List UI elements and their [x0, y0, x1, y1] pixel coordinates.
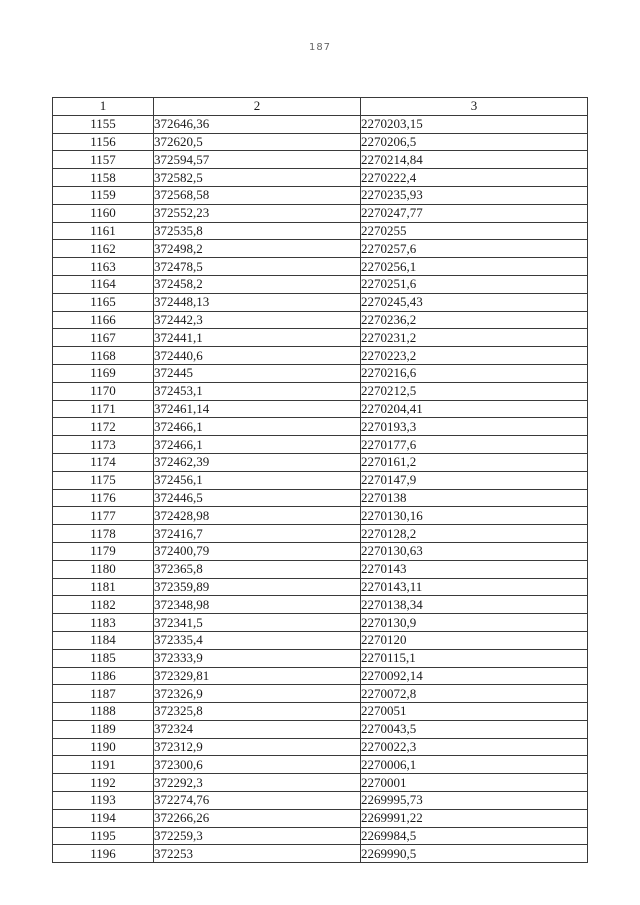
table-row — [53, 293, 588, 311]
point-number-cell: 1159 — [53, 186, 154, 204]
point-number-cell: 1163 — [53, 258, 154, 276]
table-row — [53, 525, 588, 543]
point-number-cell: 1171 — [53, 400, 154, 418]
x-coordinate-cell: 372594,57 — [154, 151, 361, 169]
point-number-cell: 1167 — [53, 329, 154, 347]
table-row — [53, 774, 588, 792]
table-row — [53, 720, 588, 738]
point-number-cell: 1185 — [53, 649, 154, 667]
point-number-cell: 1169 — [53, 364, 154, 382]
y-coordinate-cell: 2270138,34 — [361, 596, 588, 614]
point-number-cell: 1183 — [53, 614, 154, 632]
x-coordinate-cell: 372466,1 — [154, 418, 361, 436]
point-number-cell: 1155 — [53, 115, 154, 133]
x-coordinate-cell: 372535,8 — [154, 222, 361, 240]
point-number-cell: 1193 — [53, 792, 154, 810]
table-row — [53, 418, 588, 436]
table-row — [53, 258, 588, 276]
table-row — [53, 756, 588, 774]
point-number-cell: 1168 — [53, 347, 154, 365]
y-coordinate-cell: 2270128,2 — [361, 525, 588, 543]
x-coordinate-cell: 372620,5 — [154, 133, 361, 151]
table-row — [53, 649, 588, 667]
table-row — [53, 400, 588, 418]
y-coordinate-cell: 2270214,84 — [361, 151, 588, 169]
point-number-cell: 1190 — [53, 738, 154, 756]
x-coordinate-cell: 372461,14 — [154, 400, 361, 418]
y-coordinate-cell: 2269990,5 — [361, 845, 588, 863]
point-number-cell: 1179 — [53, 542, 154, 560]
y-coordinate-cell: 2270130,63 — [361, 542, 588, 560]
x-coordinate-cell: 372445 — [154, 364, 361, 382]
table-row — [53, 507, 588, 525]
y-coordinate-cell: 2270143,11 — [361, 578, 588, 596]
table-row — [53, 222, 588, 240]
point-number-cell: 1195 — [53, 827, 154, 845]
x-coordinate-cell: 372365,8 — [154, 560, 361, 578]
table-row — [53, 240, 588, 258]
y-coordinate-cell: 2270203,15 — [361, 115, 588, 133]
table-row — [53, 133, 588, 151]
table-row — [53, 809, 588, 827]
x-coordinate-cell: 372582,5 — [154, 169, 361, 187]
y-coordinate-cell: 2270006,1 — [361, 756, 588, 774]
point-number-cell: 1162 — [53, 240, 154, 258]
x-coordinate-cell: 372329,81 — [154, 667, 361, 685]
point-number-cell: 1192 — [53, 774, 154, 792]
x-coordinate-cell: 372324 — [154, 720, 361, 738]
table-row — [53, 186, 588, 204]
x-coordinate-cell: 372274,76 — [154, 792, 361, 810]
table-row — [53, 738, 588, 756]
x-coordinate-cell: 372348,98 — [154, 596, 361, 614]
table-row — [53, 845, 588, 863]
x-coordinate-cell: 372441,1 — [154, 329, 361, 347]
x-coordinate-cell: 372456,1 — [154, 471, 361, 489]
point-number-cell: 1165 — [53, 293, 154, 311]
y-coordinate-cell: 2270130,16 — [361, 507, 588, 525]
point-number-cell: 1177 — [53, 507, 154, 525]
table-row — [53, 471, 588, 489]
x-coordinate-cell: 372442,3 — [154, 311, 361, 329]
table-row — [53, 453, 588, 471]
y-coordinate-cell: 2270222,4 — [361, 169, 588, 187]
point-number-cell: 1172 — [53, 418, 154, 436]
y-coordinate-cell: 2270257,6 — [361, 240, 588, 258]
table-body — [53, 115, 588, 862]
x-coordinate-cell: 372446,5 — [154, 489, 361, 507]
column-header-2: 2 — [154, 98, 361, 116]
table-header-row — [53, 98, 588, 116]
point-number-cell: 1174 — [53, 453, 154, 471]
table-row — [53, 311, 588, 329]
y-coordinate-cell: 2270161,2 — [361, 453, 588, 471]
y-coordinate-cell: 2270143 — [361, 560, 588, 578]
y-coordinate-cell: 2270120 — [361, 631, 588, 649]
table-row — [53, 685, 588, 703]
y-coordinate-cell: 2270251,6 — [361, 275, 588, 293]
x-coordinate-cell: 372333,9 — [154, 649, 361, 667]
x-coordinate-cell: 372300,6 — [154, 756, 361, 774]
y-coordinate-cell: 2270206,5 — [361, 133, 588, 151]
table-row — [53, 703, 588, 721]
table-row — [53, 382, 588, 400]
y-coordinate-cell: 2270235,93 — [361, 186, 588, 204]
x-coordinate-cell: 372359,89 — [154, 578, 361, 596]
table-row — [53, 596, 588, 614]
y-coordinate-cell: 2270216,6 — [361, 364, 588, 382]
x-coordinate-cell: 372448,13 — [154, 293, 361, 311]
table-row — [53, 204, 588, 222]
y-coordinate-cell: 2270256,1 — [361, 258, 588, 276]
table-row — [53, 542, 588, 560]
y-coordinate-cell: 2270236,2 — [361, 311, 588, 329]
point-number-cell: 1173 — [53, 436, 154, 454]
point-number-cell: 1196 — [53, 845, 154, 863]
table-row — [53, 275, 588, 293]
x-coordinate-cell: 372552,23 — [154, 204, 361, 222]
x-coordinate-cell: 372478,5 — [154, 258, 361, 276]
x-coordinate-cell: 372568,58 — [154, 186, 361, 204]
point-number-cell: 1188 — [53, 703, 154, 721]
column-header-3: 3 — [361, 98, 588, 116]
x-coordinate-cell: 372416,7 — [154, 525, 361, 543]
x-coordinate-cell: 372325,8 — [154, 703, 361, 721]
point-number-cell: 1170 — [53, 382, 154, 400]
y-coordinate-cell: 2269984,5 — [361, 827, 588, 845]
table-row — [53, 614, 588, 632]
table-row — [53, 560, 588, 578]
y-coordinate-cell: 2270051 — [361, 703, 588, 721]
y-coordinate-cell: 2270231,2 — [361, 329, 588, 347]
point-number-cell: 1184 — [53, 631, 154, 649]
point-number-cell: 1182 — [53, 596, 154, 614]
point-number-cell: 1166 — [53, 311, 154, 329]
point-number-cell: 1180 — [53, 560, 154, 578]
table-row — [53, 631, 588, 649]
y-coordinate-cell: 2270147,9 — [361, 471, 588, 489]
table-row — [53, 489, 588, 507]
table-row — [53, 329, 588, 347]
point-number-cell: 1187 — [53, 685, 154, 703]
point-number-cell: 1160 — [53, 204, 154, 222]
column-header-1: 1 — [53, 98, 154, 116]
x-coordinate-cell: 372466,1 — [154, 436, 361, 454]
table-row — [53, 792, 588, 810]
x-coordinate-cell: 372326,9 — [154, 685, 361, 703]
table-row — [53, 169, 588, 187]
point-number-cell: 1191 — [53, 756, 154, 774]
y-coordinate-cell: 2270001 — [361, 774, 588, 792]
y-coordinate-cell: 2270204,41 — [361, 400, 588, 418]
point-number-cell: 1161 — [53, 222, 154, 240]
table-row — [53, 151, 588, 169]
y-coordinate-cell: 2270115,1 — [361, 649, 588, 667]
x-coordinate-cell: 372428,98 — [154, 507, 361, 525]
point-number-cell: 1186 — [53, 667, 154, 685]
x-coordinate-cell: 372266,26 — [154, 809, 361, 827]
point-number-cell: 1157 — [53, 151, 154, 169]
point-number-cell: 1175 — [53, 471, 154, 489]
x-coordinate-cell: 372312,9 — [154, 738, 361, 756]
table-row — [53, 364, 588, 382]
table-row — [53, 115, 588, 133]
y-coordinate-cell: 2270247,77 — [361, 204, 588, 222]
point-number-cell: 1189 — [53, 720, 154, 738]
table-row — [53, 578, 588, 596]
x-coordinate-cell: 372458,2 — [154, 275, 361, 293]
point-number-cell: 1176 — [53, 489, 154, 507]
point-number-cell: 1181 — [53, 578, 154, 596]
x-coordinate-cell: 372453,1 — [154, 382, 361, 400]
x-coordinate-cell: 372335,4 — [154, 631, 361, 649]
x-coordinate-cell: 372646,36 — [154, 115, 361, 133]
x-coordinate-cell: 372259,3 — [154, 827, 361, 845]
x-coordinate-cell: 372400,79 — [154, 542, 361, 560]
page-number: 187 — [308, 42, 332, 53]
coordinates-table — [52, 97, 588, 863]
y-coordinate-cell: 2270255 — [361, 222, 588, 240]
y-coordinate-cell: 2270130,9 — [361, 614, 588, 632]
x-coordinate-cell: 372253 — [154, 845, 361, 863]
y-coordinate-cell: 2270223,2 — [361, 347, 588, 365]
y-coordinate-cell: 2270043,5 — [361, 720, 588, 738]
x-coordinate-cell: 372440,6 — [154, 347, 361, 365]
table-row — [53, 827, 588, 845]
point-number-cell: 1158 — [53, 169, 154, 187]
y-coordinate-cell: 2270177,6 — [361, 436, 588, 454]
y-coordinate-cell: 2270022,3 — [361, 738, 588, 756]
point-number-cell: 1194 — [53, 809, 154, 827]
table-row — [53, 347, 588, 365]
x-coordinate-cell: 372292,3 — [154, 774, 361, 792]
y-coordinate-cell: 2270138 — [361, 489, 588, 507]
table-row — [53, 667, 588, 685]
point-number-cell: 1178 — [53, 525, 154, 543]
point-number-cell: 1164 — [53, 275, 154, 293]
y-coordinate-cell: 2270212,5 — [361, 382, 588, 400]
y-coordinate-cell: 2270193,3 — [361, 418, 588, 436]
y-coordinate-cell: 2270072,8 — [361, 685, 588, 703]
x-coordinate-cell: 372462,39 — [154, 453, 361, 471]
point-number-cell: 1156 — [53, 133, 154, 151]
x-coordinate-cell: 372341,5 — [154, 614, 361, 632]
y-coordinate-cell: 2269991,22 — [361, 809, 588, 827]
y-coordinate-cell: 2270092,14 — [361, 667, 588, 685]
y-coordinate-cell: 2269995,73 — [361, 792, 588, 810]
table-row — [53, 436, 588, 454]
y-coordinate-cell: 2270245,43 — [361, 293, 588, 311]
x-coordinate-cell: 372498,2 — [154, 240, 361, 258]
